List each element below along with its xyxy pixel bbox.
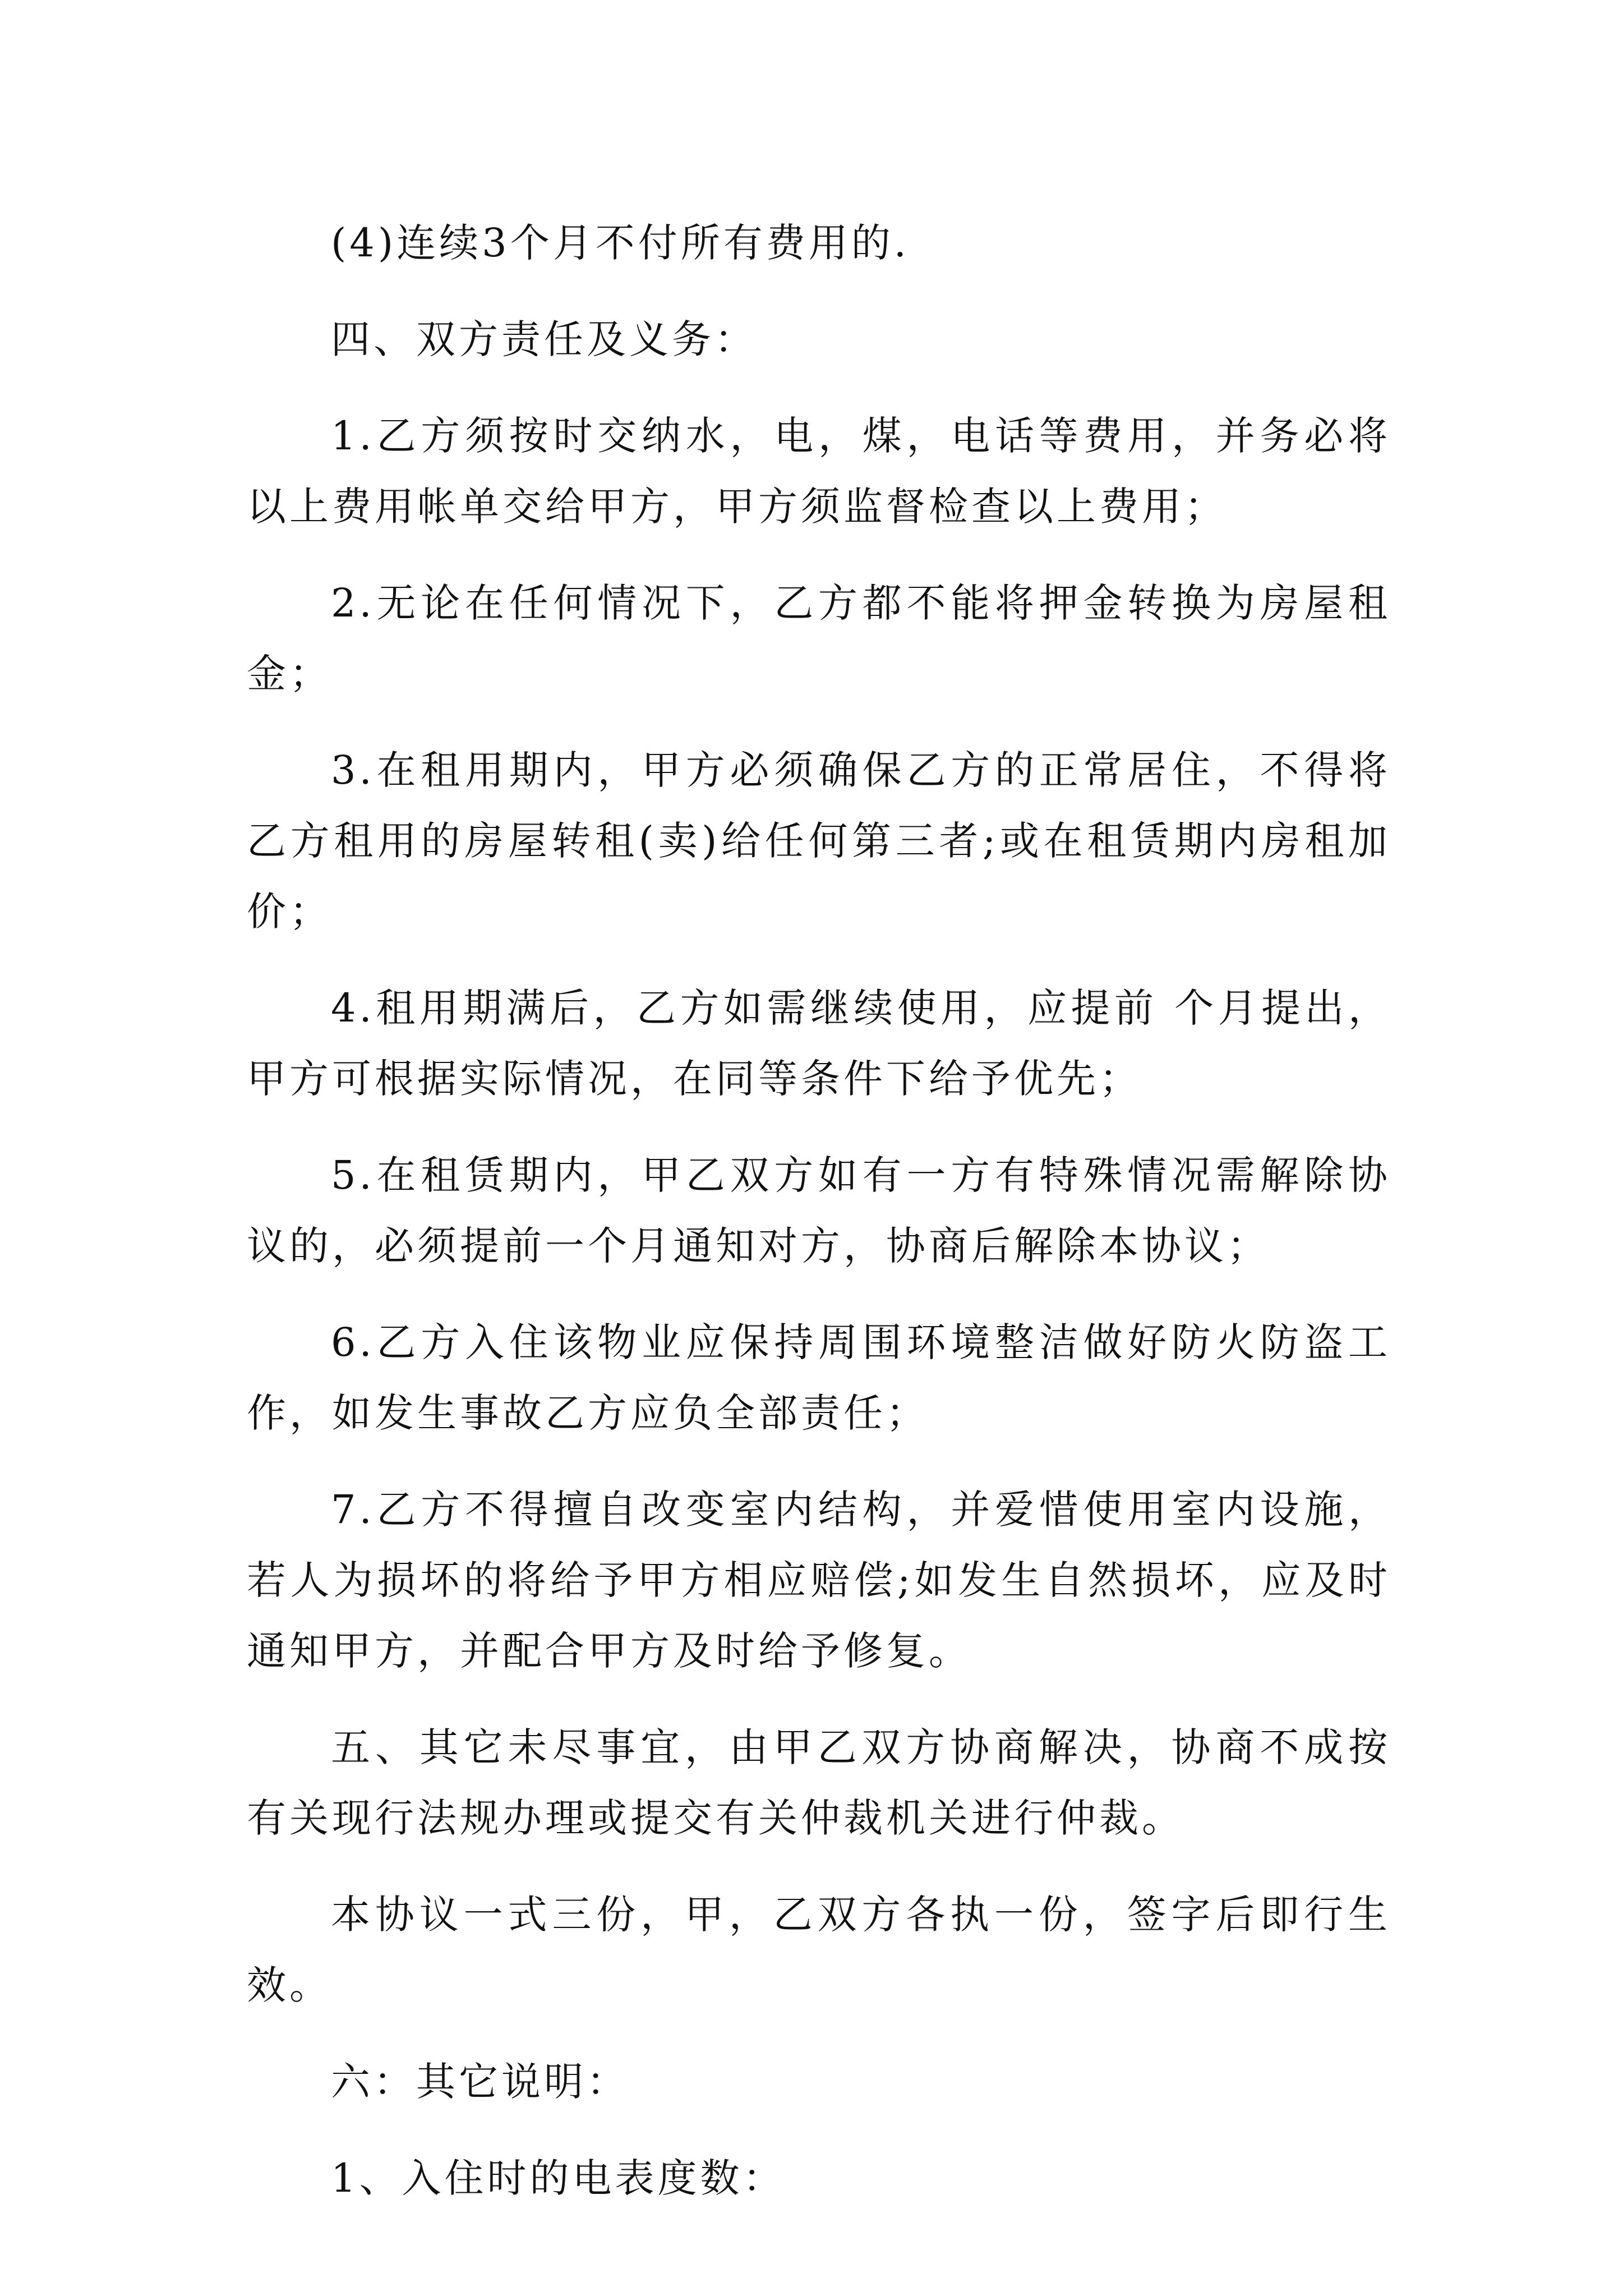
paragraph-unpaid-fees: (4)连续3个月不付所有费用的. [331, 220, 910, 266]
meter-reading-item: 1、入住时的电表度数： [331, 2155, 786, 2201]
document-body [247, 208, 1391, 2239]
clause-5-termination: 5.在租赁期内，甲乙双方如有一方有特殊情况需解除协议的，必须提前一个月通知对方，协商后解除本协议； [247, 1152, 1391, 1269]
section-six-heading: 六：其它说明： [331, 2059, 629, 2105]
agreement-copies: 本协议一式三份，甲，乙双方各执一份，签字后即行生效。 [247, 1892, 1391, 2008]
section-five-other-matters: 五、其它未尽事宜，由甲乙双方协商解决，协商不成按有关现行法规办理或提交有关仲裁机关进行仲裁。 [247, 1724, 1391, 1841]
clause-6-safety: 6.乙方入住该物业应保持周围环境整洁做好防火防盗工作，如发生事故乙方应负全部责任； [247, 1319, 1391, 1436]
clause-7-structure-damage: 7.乙方不得擅自改变室内结构，并爱惜使用室内设施，若人为损坏的将给予甲方相应赔偿;如发生自然损坏，应及时通知甲方，并配合甲方及时给予修复。 [247, 1487, 1391, 1674]
clause-3-tenancy-guarantee: 3.在租用期内，甲方必须确保乙方的正常居住，不得将乙方租用的房屋转租(卖)给任何第三者;或在租赁期内房租加价； [247, 747, 1391, 935]
clause-1-utilities: 1.乙方须按时交纳水，电，煤，电话等费用，并务必将以上费用帐单交给甲方，甲方须监督检查以上费用； [247, 413, 1391, 530]
clause-4-renewal: 4.租用期满后，乙方如需继续使用，应提前 个月提出，甲方可根据实际情况，在同等条件下给予优先； [247, 985, 1391, 1102]
section-heading-responsibilities: 四、双方责任及义务： [331, 316, 757, 362]
clause-2-deposit: 2.无论在任何情况下，乙方都不能将押金转换为房屋租金； [247, 580, 1391, 697]
